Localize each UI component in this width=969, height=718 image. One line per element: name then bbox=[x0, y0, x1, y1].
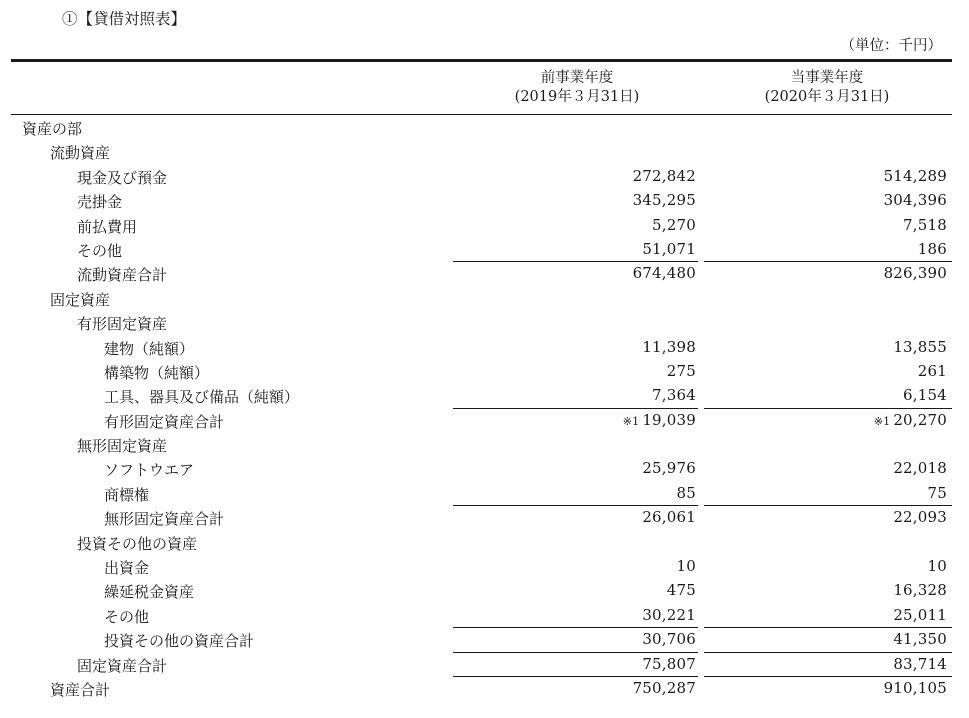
row-label: 前払費用 bbox=[77, 217, 138, 236]
current-year-value bbox=[928, 484, 948, 502]
subtotal-rule bbox=[453, 627, 698, 628]
prior-year-value bbox=[667, 362, 696, 380]
current-year-value bbox=[884, 264, 947, 282]
current-year-value bbox=[893, 459, 947, 477]
amount: 475 bbox=[666, 581, 696, 600]
current-year-value bbox=[918, 362, 947, 380]
subtotal-rule bbox=[453, 261, 698, 262]
amount: 16,328 bbox=[893, 581, 947, 600]
subtotal-rule bbox=[704, 652, 952, 653]
prior-year-value bbox=[642, 338, 696, 356]
amount: 6,154 bbox=[903, 386, 947, 405]
amount: 25,011 bbox=[893, 605, 947, 624]
column-header-current-year-title: 当事業年度 bbox=[790, 70, 864, 86]
prior-year-value bbox=[642, 508, 696, 526]
row-label: 無形固定資産 bbox=[77, 437, 168, 456]
current-year-value bbox=[884, 191, 947, 209]
amount: 25,976 bbox=[642, 459, 696, 478]
table-row bbox=[0, 359, 969, 383]
prior-year-value bbox=[633, 264, 696, 282]
row-label: 有形固定資産 bbox=[77, 315, 168, 334]
row-label: 流動資産合計 bbox=[77, 266, 168, 285]
amount: 750,287 bbox=[632, 678, 696, 697]
amount: 186 bbox=[917, 239, 947, 258]
subtotal-rule bbox=[704, 627, 952, 628]
amount: 41,350 bbox=[893, 630, 947, 649]
table-row bbox=[0, 115, 969, 139]
subtotal-rule bbox=[704, 261, 952, 262]
subtotal-rule bbox=[453, 676, 698, 677]
amount: 13,855 bbox=[893, 337, 947, 356]
row-label: 商標権 bbox=[104, 485, 150, 504]
section-title: ①【貸借対照表】 bbox=[62, 10, 187, 28]
column-header-prior-year bbox=[452, 69, 702, 107]
table-row bbox=[0, 603, 969, 627]
table-row bbox=[0, 408, 969, 432]
amount: 7,518 bbox=[903, 215, 947, 234]
subtotal-rule bbox=[704, 408, 952, 409]
column-header-current-year bbox=[702, 69, 952, 107]
balance-sheet-rows bbox=[0, 115, 969, 700]
prior-year-value bbox=[652, 386, 696, 404]
amount: 7,364 bbox=[652, 386, 696, 405]
row-label: 資産の部 bbox=[22, 120, 83, 138]
row-label: 無形固定資産合計 bbox=[104, 510, 225, 529]
table-row bbox=[0, 213, 969, 237]
amount: 22,018 bbox=[893, 459, 947, 478]
prior-year-value bbox=[652, 216, 696, 234]
subtotal-rule bbox=[453, 652, 698, 653]
table-row bbox=[0, 261, 969, 285]
amount: 51,071 bbox=[642, 239, 696, 258]
table-row bbox=[0, 335, 969, 359]
column-header-prior-year-date: (2019年３月31日) bbox=[514, 89, 640, 105]
subtotal-rule bbox=[453, 408, 698, 409]
row-label: 出資金 bbox=[104, 559, 150, 578]
table-row bbox=[0, 676, 969, 700]
prior-year-value bbox=[633, 191, 696, 209]
current-year-value bbox=[903, 216, 947, 234]
unit-label: （単位：千円） bbox=[840, 38, 942, 54]
table-row bbox=[0, 627, 969, 651]
table-row bbox=[0, 139, 969, 163]
row-label: その他 bbox=[77, 241, 123, 260]
current-year-value bbox=[893, 655, 947, 673]
prior-year-value bbox=[642, 655, 696, 673]
current-year-value bbox=[893, 606, 947, 624]
table-row bbox=[0, 164, 969, 188]
prior-year-value bbox=[677, 557, 697, 575]
subtotal-rule bbox=[704, 676, 952, 677]
amount: 75 bbox=[927, 483, 947, 502]
current-year-value bbox=[893, 581, 947, 599]
subtotal-rule bbox=[704, 505, 952, 506]
column-header-current-year-date: (2020年３月31日) bbox=[764, 89, 890, 105]
table-row bbox=[0, 188, 969, 212]
current-year-value bbox=[918, 240, 947, 258]
table-row bbox=[0, 652, 969, 676]
table-top-rule bbox=[11, 59, 952, 62]
amount: 345,295 bbox=[632, 191, 696, 210]
amount: 83,714 bbox=[893, 654, 947, 673]
amount: 272,842 bbox=[632, 166, 696, 185]
row-label: 固定資産合計 bbox=[77, 656, 168, 675]
row-label: 売掛金 bbox=[77, 193, 123, 212]
table-row bbox=[0, 310, 969, 334]
row-label: その他 bbox=[104, 607, 150, 626]
current-year-value bbox=[928, 557, 948, 575]
amount: 304,396 bbox=[883, 191, 947, 210]
prior-year-value bbox=[677, 484, 697, 502]
current-year-value bbox=[893, 508, 947, 526]
row-label: 建物（純額） bbox=[104, 339, 195, 358]
amount: 75,807 bbox=[642, 654, 696, 673]
prior-year-value bbox=[633, 679, 696, 697]
amount: 30,706 bbox=[642, 630, 696, 649]
column-header-prior-year-title: 前事業年度 bbox=[540, 70, 614, 86]
table-row bbox=[0, 554, 969, 578]
table-row bbox=[0, 237, 969, 261]
row-label: 資産合計 bbox=[50, 680, 111, 699]
row-label: 固定資産 bbox=[50, 290, 111, 309]
amount: 674,480 bbox=[632, 264, 696, 283]
row-label: 投資その他の資産 bbox=[77, 534, 198, 553]
prior-year-value bbox=[633, 167, 696, 185]
subtotal-rule bbox=[453, 505, 698, 506]
row-label: 投資その他の資産合計 bbox=[104, 632, 255, 651]
prior-year-value bbox=[667, 581, 696, 599]
current-year-value bbox=[893, 338, 947, 356]
current-year-value bbox=[903, 386, 947, 404]
prior-year-value bbox=[642, 459, 696, 477]
row-label: 構築物（純額） bbox=[104, 363, 210, 382]
amount: 85 bbox=[676, 483, 696, 502]
current-year-value bbox=[893, 630, 947, 648]
table-row bbox=[0, 505, 969, 529]
table-row bbox=[0, 286, 969, 310]
table-row bbox=[0, 383, 969, 407]
table-row bbox=[0, 530, 969, 554]
row-label: 繰延税金資産 bbox=[104, 583, 195, 602]
table-row bbox=[0, 432, 969, 456]
row-label: ソフトウエア bbox=[104, 461, 195, 480]
current-year-value bbox=[884, 167, 947, 185]
prior-year-value bbox=[623, 411, 696, 429]
current-year-value bbox=[884, 679, 947, 697]
current-year-value bbox=[874, 411, 947, 429]
amount: 275 bbox=[666, 361, 696, 380]
footnote-marker: ※1 bbox=[873, 414, 891, 428]
amount: 19,039 bbox=[642, 410, 696, 429]
row-label: 現金及び預金 bbox=[77, 168, 168, 187]
prior-year-value bbox=[642, 606, 696, 624]
prior-year-value bbox=[642, 630, 696, 648]
prior-year-value bbox=[642, 240, 696, 258]
table-row bbox=[0, 481, 969, 505]
table-row bbox=[0, 456, 969, 480]
amount: 514,289 bbox=[883, 166, 947, 185]
footnote-marker: ※1 bbox=[622, 414, 640, 428]
amount: 22,093 bbox=[893, 508, 947, 527]
amount: 826,390 bbox=[883, 264, 947, 283]
row-label: 工具、器具及び備品（純額） bbox=[104, 388, 300, 407]
amount: 30,221 bbox=[642, 605, 696, 624]
amount: 20,270 bbox=[893, 410, 947, 429]
amount: 910,105 bbox=[883, 678, 947, 697]
amount: 11,398 bbox=[642, 337, 696, 356]
table-row bbox=[0, 578, 969, 602]
row-label: 流動資産 bbox=[50, 144, 111, 163]
amount: 10 bbox=[676, 557, 696, 576]
row-label: 有形固定資産合計 bbox=[104, 412, 225, 431]
amount: 10 bbox=[927, 557, 947, 576]
amount: 26,061 bbox=[642, 508, 696, 527]
amount: 5,270 bbox=[652, 215, 696, 234]
amount: 261 bbox=[917, 361, 947, 380]
